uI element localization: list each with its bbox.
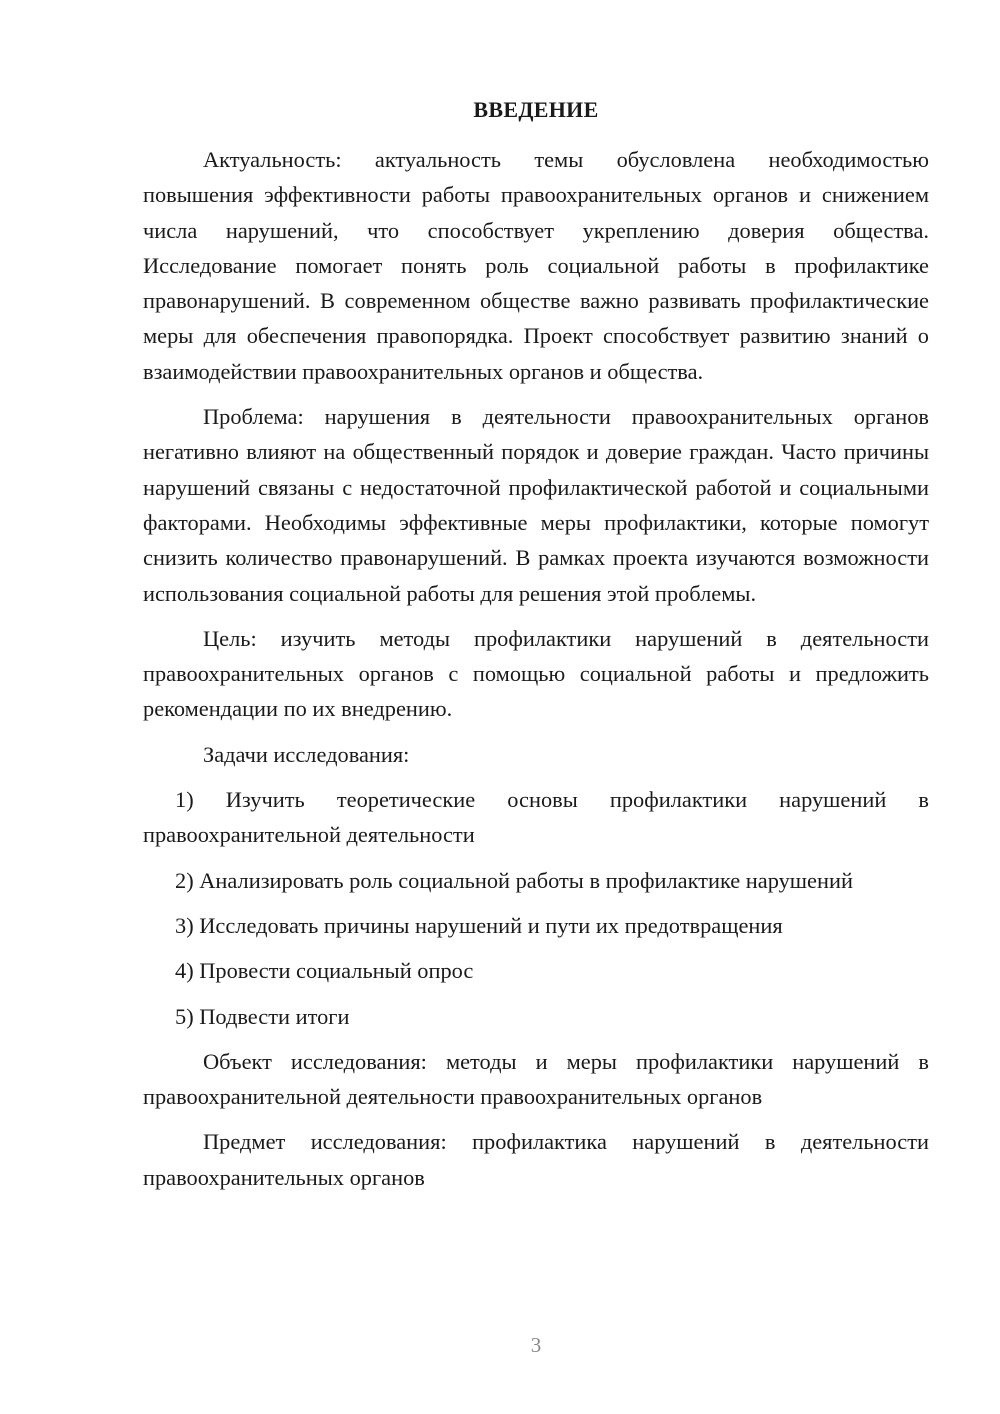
page-number: 3 xyxy=(530,1333,542,1357)
task-item-3: 3) Исследовать причины нарушений и пути их предотвращения xyxy=(175,912,783,938)
paragraph-subject: Предмет исследования: профилактика нарушений в деятельности правоохранительных органов xyxy=(143,1129,929,1190)
task-item-1: 1) Изучить теоретические основы профилактики нарушений в правоохранительной деятельности xyxy=(143,787,929,848)
document-page xyxy=(143,0,929,1414)
paragraph-relevance: Актуальность: актуальность темы обусловлена необходимостью повышения эффективности работы правоохранительных органов и снижением числа нарушений, что способствует укреплению доверия общества. Исследование помогает понять роль социальной работы в профилактике правонарушений. В современном обществе важно развивать профилактические меры для обеспечения правопорядка. Проект способствует развитию знаний о взаимодействии правоохранительных органов и общества. xyxy=(143,147,929,384)
task-item-2: 2) Анализировать роль социальной работы в профилактике нарушений xyxy=(175,867,853,893)
paragraph-goal: Цель: изучить методы профилактики нарушений в деятельности правоохранительных органов с помощью социальной работы и предложить рекомендации по их внедрению. xyxy=(143,625,929,722)
paragraph-problem: Проблема: нарушения в деятельности правоохранительных органов негативно влияют на общественный порядок и доверие граждан. Часто причины нарушений связаны с недостаточной профилактической работой и социальными факторами. Необходимы эффективные меры профилактики, которые помогут снизить количество правонарушений. В рамках проекта изучаются возможности использования социальной работы для решения этой проблемы. xyxy=(143,404,929,606)
task-item-4: 4) Провести социальный опрос xyxy=(175,958,474,984)
paragraph-object: Объект исследования: методы и меры профилактики нарушений в правоохранительной деятельности правоохранительных органов xyxy=(143,1048,929,1110)
paragraph-tasks-heading: Задачи исследования: xyxy=(203,741,410,767)
section-title: ВВЕДЕНИЕ xyxy=(473,97,599,122)
task-item-5: 5) Подвести итоги xyxy=(175,1003,350,1029)
document-body xyxy=(143,142,929,1205)
